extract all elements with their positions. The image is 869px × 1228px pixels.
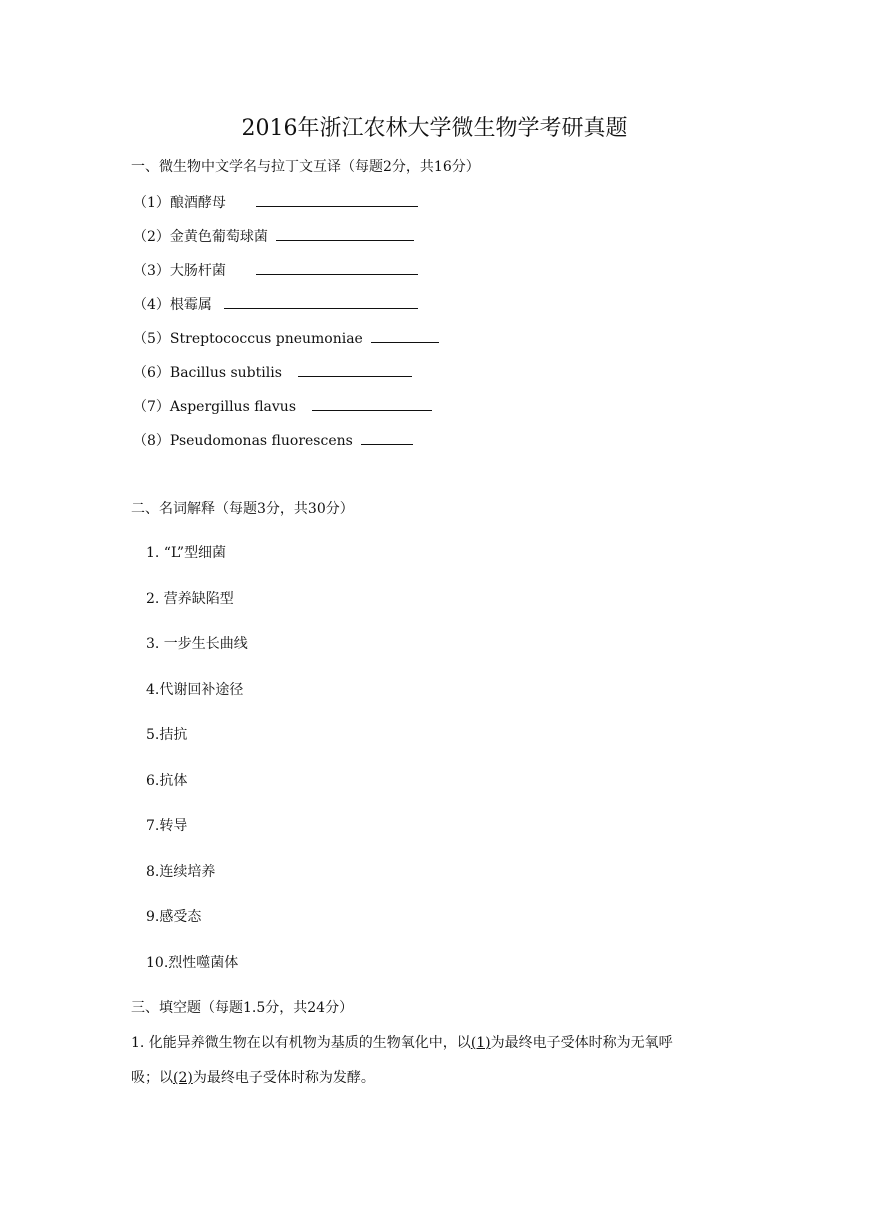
fill-question-1-line-1 <box>131 1033 673 1053</box>
item-text: Pseudomonas fluorescens <box>169 433 353 449</box>
translation-item-2 <box>133 225 414 247</box>
translation-item-1 <box>133 191 418 213</box>
translation-item-7 <box>133 395 432 417</box>
translation-item-6 <box>133 361 412 383</box>
answer-blank[interactable] <box>256 259 418 275</box>
item-text: Bacillus subtilis <box>169 365 282 381</box>
item-number: （3） <box>133 263 170 279</box>
term-item-4: 4.代谢回补途径 <box>146 682 244 698</box>
item-text: Aspergillus flavus <box>169 399 296 415</box>
item-number: （8） <box>133 433 170 449</box>
term-item-8: 8.连续培养 <box>146 864 216 880</box>
answer-blank[interactable] <box>276 225 414 241</box>
section-2-heading: 二、名词解释（每题3分，共30分） <box>131 501 354 517</box>
term-item-7: 7.转导 <box>146 818 188 834</box>
translation-item-4 <box>133 293 418 315</box>
item-text: Streptococcus pneumoniae <box>169 331 363 347</box>
page-title: 2016年浙江农林大学微生物学考研真题 <box>241 116 628 141</box>
item-text: 大肠杆菌 <box>169 263 226 279</box>
term-item-3: 3. 一步生长曲线 <box>146 636 248 652</box>
answer-blank-1[interactable]: (1) <box>470 1035 491 1051</box>
question-text: 为最终电子受体时称为发酵。 <box>192 1070 375 1086</box>
answer-blank-2[interactable]: (2) <box>173 1070 193 1086</box>
term-item-2: 2. 营养缺陷型 <box>146 591 234 607</box>
answer-blank[interactable] <box>361 429 413 445</box>
question-text: 吸；以 <box>131 1070 173 1086</box>
item-number: （6） <box>133 365 170 381</box>
translation-item-5 <box>133 327 439 349</box>
item-text: 酿酒酵母 <box>169 195 226 211</box>
item-number: （2） <box>133 229 170 245</box>
section-3-heading: 三、填空题（每题1.5分，共24分） <box>131 1000 354 1016</box>
term-item-9: 9.感受态 <box>146 909 202 925</box>
answer-blank[interactable] <box>371 327 439 343</box>
term-item-10: 10.烈性噬菌体 <box>146 955 239 971</box>
answer-blank[interactable] <box>224 293 418 309</box>
answer-blank[interactable] <box>298 361 412 377</box>
item-text: 金黄色葡萄球菌 <box>169 229 268 245</box>
answer-blank[interactable] <box>256 191 418 207</box>
item-number: （1） <box>133 195 170 211</box>
section-1-heading: 一、微生物中文学名与拉丁文互译（每题2分，共16分） <box>131 159 480 175</box>
term-item-1: 1. “L”型细菌 <box>146 545 227 561</box>
answer-blank[interactable] <box>312 395 432 411</box>
item-number: （5） <box>133 331 170 347</box>
question-text: 为最终电子受体时称为无氧呼 <box>490 1035 673 1051</box>
term-item-5: 5.拮抗 <box>146 727 188 743</box>
translation-item-8 <box>133 429 413 451</box>
item-number: （4） <box>133 297 170 313</box>
translation-item-3 <box>133 259 418 281</box>
fill-question-1-line-2 <box>131 1068 375 1088</box>
term-item-6: 6.抗体 <box>146 773 188 789</box>
item-number: （7） <box>133 399 170 415</box>
question-text: 1. 化能异养微生物在以有机物为基质的生物氧化中，以 <box>131 1035 471 1051</box>
item-text: 根霉属 <box>169 297 212 313</box>
